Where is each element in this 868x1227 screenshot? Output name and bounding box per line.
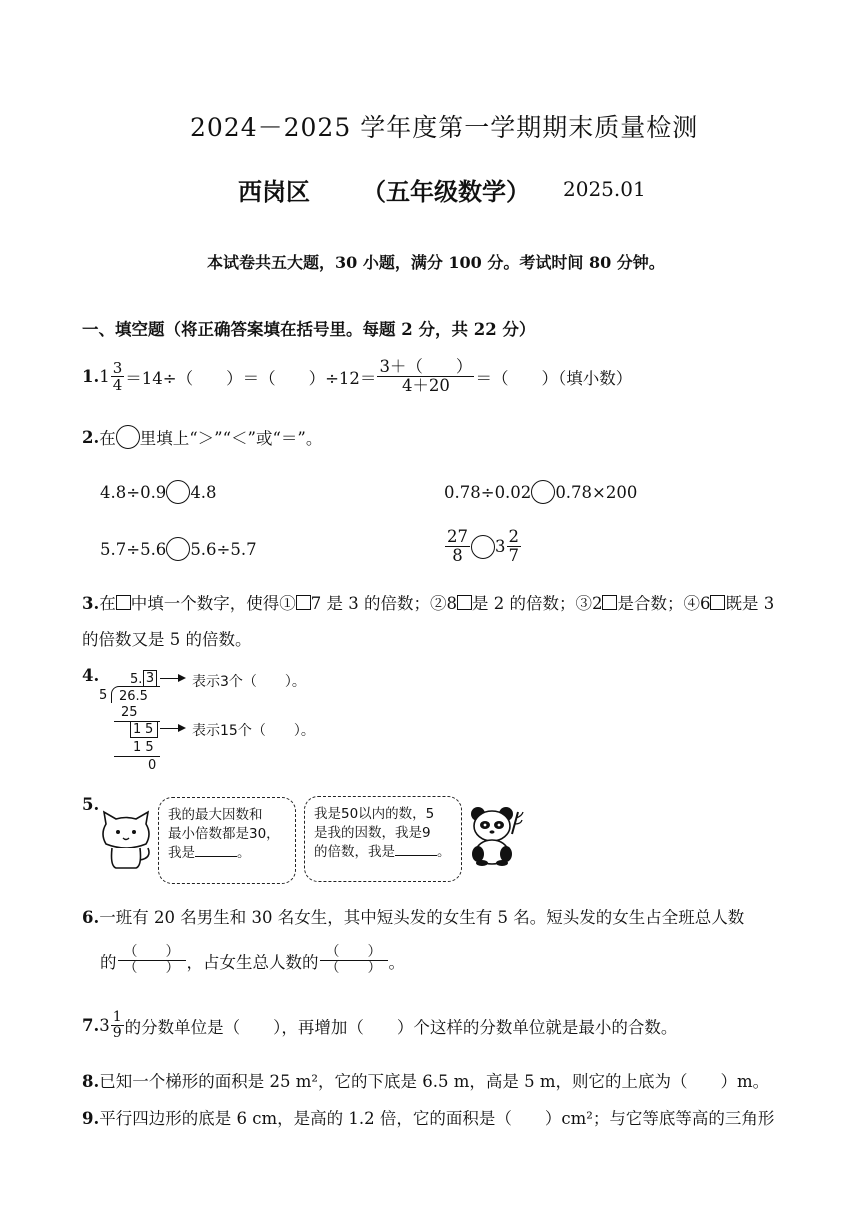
question-text: 7 是 3 的倍数；②8 [310, 594, 457, 613]
question-number: 1. [82, 367, 100, 387]
blank-box[interactable] [710, 595, 725, 610]
quotient-digit-box: 3 [143, 670, 157, 687]
question-number: 8. [82, 1072, 100, 1091]
label-1: 表示3个（ ）。 [192, 674, 306, 690]
denominator: 4＋20 [401, 376, 450, 396]
bubble-line: 我是50以内的数，5 [314, 806, 435, 822]
fraction [445, 528, 470, 565]
answer-circle[interactable] [116, 425, 140, 449]
answer-fraction[interactable] [118, 945, 186, 977]
left-expr: 0.78÷0.02 [444, 482, 532, 502]
cat-icon [98, 810, 154, 872]
district-name: 西岗区 [238, 177, 310, 206]
remainder-digit: 5 [145, 722, 154, 737]
denominator: 9 [112, 1025, 122, 1042]
left-expr: 5.7÷5.6 [100, 539, 167, 559]
denominator: （ ） [123, 960, 180, 977]
section-heading: 一、填空题（将正确答案填在括号里。每题 2 分，共 22 分） [82, 320, 536, 339]
right-expr: 4.8 [190, 482, 217, 502]
question-text: 。 [388, 952, 405, 972]
question-3-cont: 的倍数又是 5 的倍数。 [82, 630, 252, 649]
mixed-whole: 3 [99, 1016, 110, 1036]
question-text: ，占女生总人数的 [186, 952, 319, 972]
answer-circle[interactable] [531, 480, 555, 504]
speech-bubble-1 [158, 797, 296, 884]
question-text: 平行四边形的底是 6 cm，是高的 1.2 倍，它的面积是（ ）cm²；与它等底等高的三角形 [99, 1109, 775, 1128]
bubble-line-end: 。 [237, 845, 251, 861]
bubble-line: 是我的因数，我是9 [314, 825, 431, 841]
question-text: 一班有 20 名男生和 30 名女生，其中短头发的女生有 5 名。短头发的女生占全班总人数 [99, 908, 745, 927]
comparison-c [100, 537, 257, 561]
speech-bubble-2 [304, 796, 462, 882]
subtrahend: 1 5 [133, 740, 154, 755]
instructions: 本试卷共五大题，30 小题，满分 100 分。考试时间 80 分钟。 [207, 253, 665, 272]
equation-part: ＝（ ）（填小数） [475, 368, 633, 388]
question-text: 是 2 的倍数；③2 [471, 594, 603, 613]
question-text: 是合数；④6 [617, 594, 711, 613]
denominator: （ ） [325, 960, 382, 977]
arrow-icon [160, 728, 184, 729]
question-number: 9. [82, 1109, 100, 1128]
question-text: 既是 3 [725, 594, 775, 613]
answer-circle[interactable] [166, 480, 190, 504]
label-2: 表示15个（ ）。 [192, 723, 315, 739]
answer-blank[interactable] [395, 855, 437, 856]
blank-box[interactable] [296, 595, 311, 610]
denominator: 4 [112, 376, 123, 395]
question-6-cont [100, 945, 405, 977]
blank-box[interactable] [457, 595, 472, 610]
fraction [111, 1010, 124, 1042]
numerator: 27 [447, 527, 468, 546]
numerator: （ ） [118, 945, 186, 961]
question-8 [82, 1068, 769, 1092]
final-remainder: 0 [148, 758, 157, 773]
denominator: 8 [452, 546, 463, 566]
answer-circle[interactable] [166, 537, 190, 561]
arrow-icon [160, 678, 184, 679]
question-number: 5. [82, 795, 100, 814]
bubble-line-end: 。 [437, 844, 451, 860]
question-number: 3. [82, 594, 100, 613]
question-text: 已知一个梯形的面积是 25 m²，它的下底是 6.5 m，高是 5 m，则它的上底为（ ）m。 [99, 1072, 770, 1091]
numerator: 3＋（ ） [379, 357, 473, 376]
question-3 [82, 590, 774, 614]
question-7 [82, 1010, 677, 1042]
bubble-line: 我的最大因数和 [168, 807, 263, 823]
denominator: 7 [508, 546, 519, 566]
comparison-a [100, 480, 217, 504]
question-number: 6. [82, 908, 100, 927]
blank-box[interactable] [116, 595, 131, 610]
question-text: 的 [100, 952, 117, 972]
question-1 [82, 358, 632, 395]
subtrahend: 25 [121, 705, 138, 720]
comparison-d [444, 528, 522, 565]
panda-icon [468, 804, 524, 866]
remainder-digit: 1 [133, 722, 142, 737]
numerator: 3 [112, 358, 123, 377]
right-expr: 0.78×200 [555, 482, 638, 502]
question-number: 2. [82, 427, 100, 447]
fraction [507, 528, 522, 565]
numerator: （ ） [320, 945, 388, 961]
equation-part: ＝14÷（ ）＝（ ）÷12＝ [125, 368, 377, 388]
question-number: 4. [82, 666, 100, 685]
question-text: 里填上“＞”“＜”或“＝”。 [139, 429, 323, 448]
blank-box[interactable] [602, 595, 617, 610]
question-text: 在 [99, 429, 116, 448]
answer-fraction[interactable] [320, 945, 388, 977]
numerator: 1 [112, 1009, 122, 1025]
dividend: 26.5 [119, 689, 148, 704]
question-9 [82, 1105, 774, 1129]
question-text: 中填一个数字，使得① [130, 594, 296, 613]
right-expr: 5.6÷5.7 [190, 539, 257, 559]
subject-label: （五年级数学） [362, 177, 530, 206]
mixed-whole: 3 [495, 537, 506, 557]
bubble-line: 的倍数，我是 [314, 844, 395, 860]
question-text: 的分数单位是（ ），再增加（ ）个这样的分数单位就是最小的合数。 [124, 1017, 678, 1037]
numerator: 2 [508, 527, 519, 546]
fraction [377, 358, 474, 395]
bubble-line: 我是 [168, 845, 195, 861]
question-text: 在 [99, 594, 116, 613]
question-2 [82, 425, 322, 449]
fraction [111, 360, 125, 394]
quotient: 5. [130, 672, 143, 687]
question-6 [82, 904, 744, 928]
left-expr: 4.8÷0.9 [100, 482, 167, 502]
answer-circle[interactable] [471, 535, 495, 559]
divisor: 5 [99, 688, 108, 703]
answer-blank[interactable] [195, 856, 237, 857]
exam-date: 2025.01 [563, 177, 646, 201]
exam-title: 2024－2025 学年度第一学期期末质量检测 [190, 113, 699, 142]
division-line [114, 756, 160, 757]
question-number: 7. [82, 1016, 100, 1036]
mixed-whole: 1 [99, 367, 110, 387]
bubble-line: 最小倍数都是30， [168, 826, 280, 842]
comparison-b [444, 480, 637, 504]
